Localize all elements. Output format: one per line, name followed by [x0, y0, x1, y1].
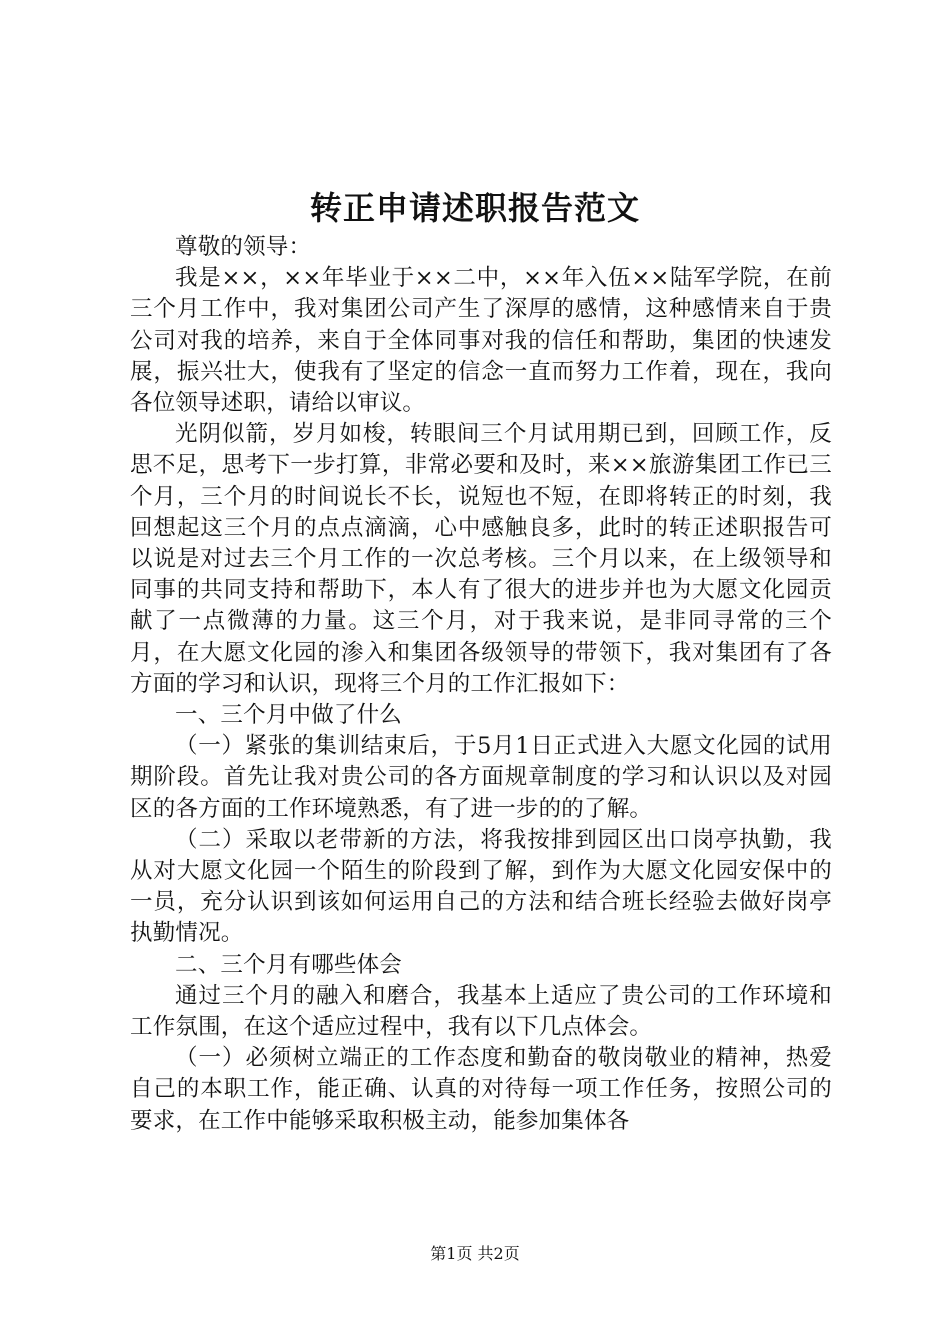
- body-paragraph: （一）必须树立端正的工作态度和勤奋的敬岗敬业的精神，热爱自己的本职工作，能正确、认真的对待每一项工作任务，按照公司的要求，在工作中能够采取积极主动，能参加集体各: [130, 1045, 832, 1134]
- body-paragraph: （一）紧张的集训结束后，于5月1日正式进入大愿文化园的试用期阶段。首先让我对贵公司的各方面规章制度的学习和认识以及对园区的各方面的工作环境熟悉，有了进一步的的了解。: [130, 733, 832, 822]
- body-paragraph: 我是××，××年毕业于××二中，××年入伍××陆军学院，在前三个月工作中，我对集团公司产生了深厚的感情，这种感情来自于贵公司对我的培养，来自于全体同事对我的信任和帮助，集团的快速发展，振兴壮大，使我有了坚定的信念一直而努力工作着，现在，我向各位领导述职，请给以审议。: [130, 265, 832, 417]
- body-paragraph: （二）采取以老带新的方法，将我按排到园区出口岗亭执勤，我从对大愿文化园一个陌生的阶段到了解，到作为大愿文化园安保中的一员，充分认识到该如何运用自己的方法和结合班长经验去做好岗亭执勤情况。: [130, 826, 832, 947]
- salutation-paragraph: 尊敬的领导：: [175, 234, 312, 260]
- body-paragraph: 通过三个月的融入和磨合，我基本上适应了贵公司的工作环境和工作氛围，在这个适应过程中，我有以下几点体会。: [130, 982, 832, 1041]
- section-heading: 二、三个月有哪些体会: [175, 951, 403, 978]
- document-body: [130, 232, 832, 1137]
- body-paragraph: 光阴似箭，岁月如梭，转眼间三个月试用期已到，回顾工作，反思不足，思考下一步打算，非常必要和及时，来××旅游集团工作已三个月，三个月的时间说长不长，说短也不短，在即将转正的时刻，我回想起这三个月的点点滴滴，心中感触良多，此时的转正述职报告可以说是对过去三个月工作的一次总考核。三个月以来，在上级领导和同事的共同支持和帮助下，本人有了很大的进步并也为大愿文化园贡献了一点微薄的力量。这三个月，对于我来说，是非同寻常的三个月，在大愿文化园的渗入和集团各级领导的带领下，我对集团有了各方面的学习和认识，现将三个月的工作汇报如下：: [130, 421, 832, 697]
- page-footer: 第1页 共2页: [430, 1244, 520, 1263]
- section-heading: 一、三个月中做了什么: [175, 702, 403, 729]
- document-title: 转正申请述职报告范文: [309, 189, 640, 227]
